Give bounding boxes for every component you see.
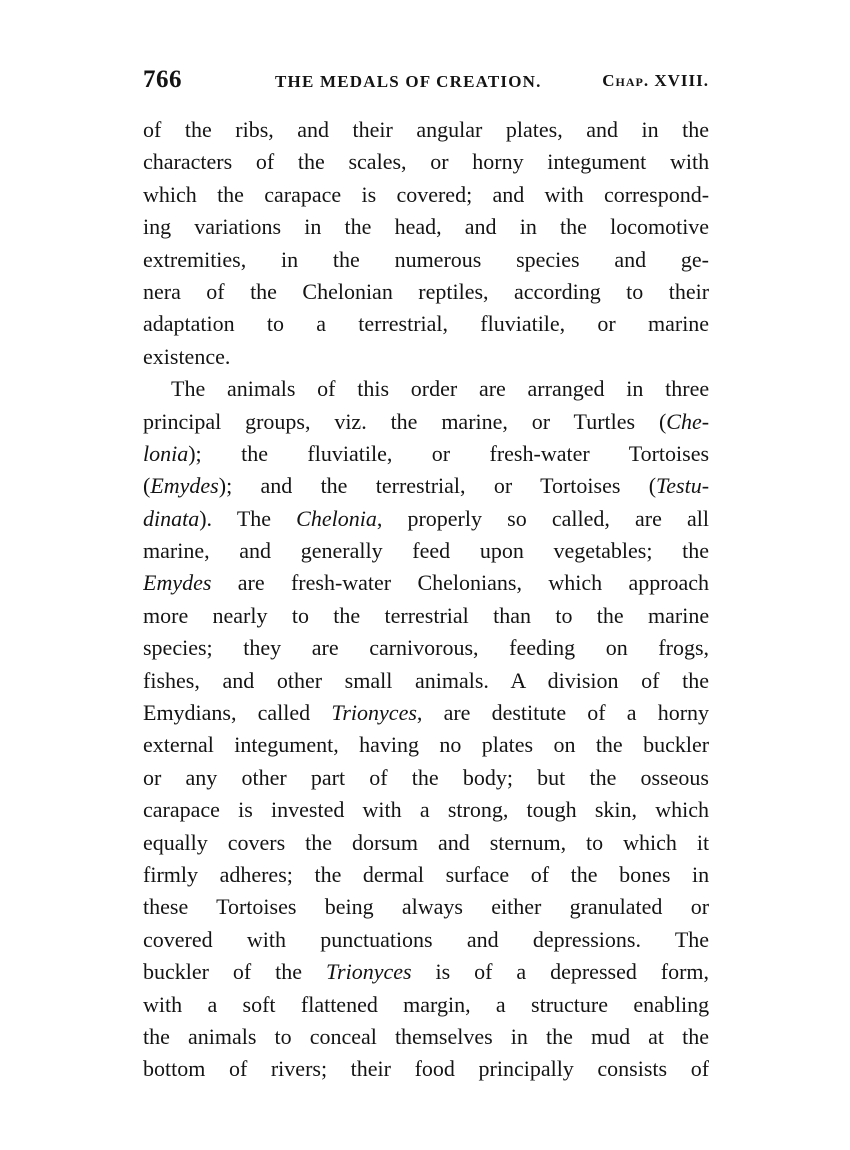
page-number: 766: [143, 66, 182, 93]
text-line: The animals of this order are arranged in three: [171, 376, 709, 402]
text-line: firmly adheres; the dermal surface of the bones in: [143, 861, 709, 887]
text-line: Emydes are fresh-water Chelonians, which approach: [143, 570, 709, 596]
text-line: marine, and generally feed upon vegetables; the: [143, 538, 709, 564]
text-line: these Tortoises being always either granulated or: [143, 894, 709, 920]
text-line: dinata). The Chelonia, properly so called, are all: [143, 505, 709, 531]
text-line: nera of the Chelonian reptiles, according to their: [143, 278, 709, 304]
text-line: equally covers the dorsum and sternum, to which it: [143, 829, 709, 855]
text-line: lonia); the fluviatile, or fresh-water Tortoises: [143, 440, 709, 466]
book-title: THE MEDALS OF CREATION.: [275, 72, 542, 91]
text-line: extremities, in the numerous species and ge-: [143, 246, 709, 272]
text-line: species; they are carnivorous, feeding on frogs,: [143, 635, 709, 661]
text-line: fishes, and other small animals. A division of the: [143, 667, 709, 693]
text-line: or any other part of the body; but the osseous: [143, 764, 709, 790]
text-line: covered with punctuations and depressions. The: [143, 926, 709, 952]
chapter-label: Chap. XVIII.: [602, 71, 709, 90]
text-line: principal groups, viz. the marine, or Turtles (Che-: [143, 408, 709, 434]
text-line: Emydians, called Trionyces, are destitute of a horny: [143, 700, 709, 726]
text-line: carapace is invested with a strong, tough skin, which: [143, 797, 709, 823]
text-line: characters of the scales, or horny integument with: [143, 149, 709, 175]
text-line: more nearly to the terrestrial than to the marine: [143, 602, 709, 628]
text-line: adaptation to a terrestrial, fluviatile, or marine: [143, 311, 709, 337]
text-line: bottom of rivers; their food principally consists of: [143, 1056, 709, 1082]
text-line: ing variations in the head, and in the locomotive: [143, 214, 709, 240]
text-line: existence.: [143, 343, 231, 369]
body-text: [143, 114, 709, 1086]
text-line: which the carapace is covered; and with correspond-: [143, 181, 709, 207]
text-line: buckler of the Trionyces is of a depressed form,: [143, 959, 709, 985]
running-head: [143, 66, 709, 98]
text-line: external integument, having no plates on the buckler: [143, 732, 709, 758]
text-line: the animals to conceal themselves in the mud at the: [143, 1023, 709, 1049]
text-line: (Emydes); and the terrestrial, or Tortoises (Testu-: [143, 473, 709, 499]
text-line: with a soft flattened margin, a structure enabling: [143, 991, 709, 1017]
text-line: of the ribs, and their angular plates, and in the: [143, 117, 709, 142]
